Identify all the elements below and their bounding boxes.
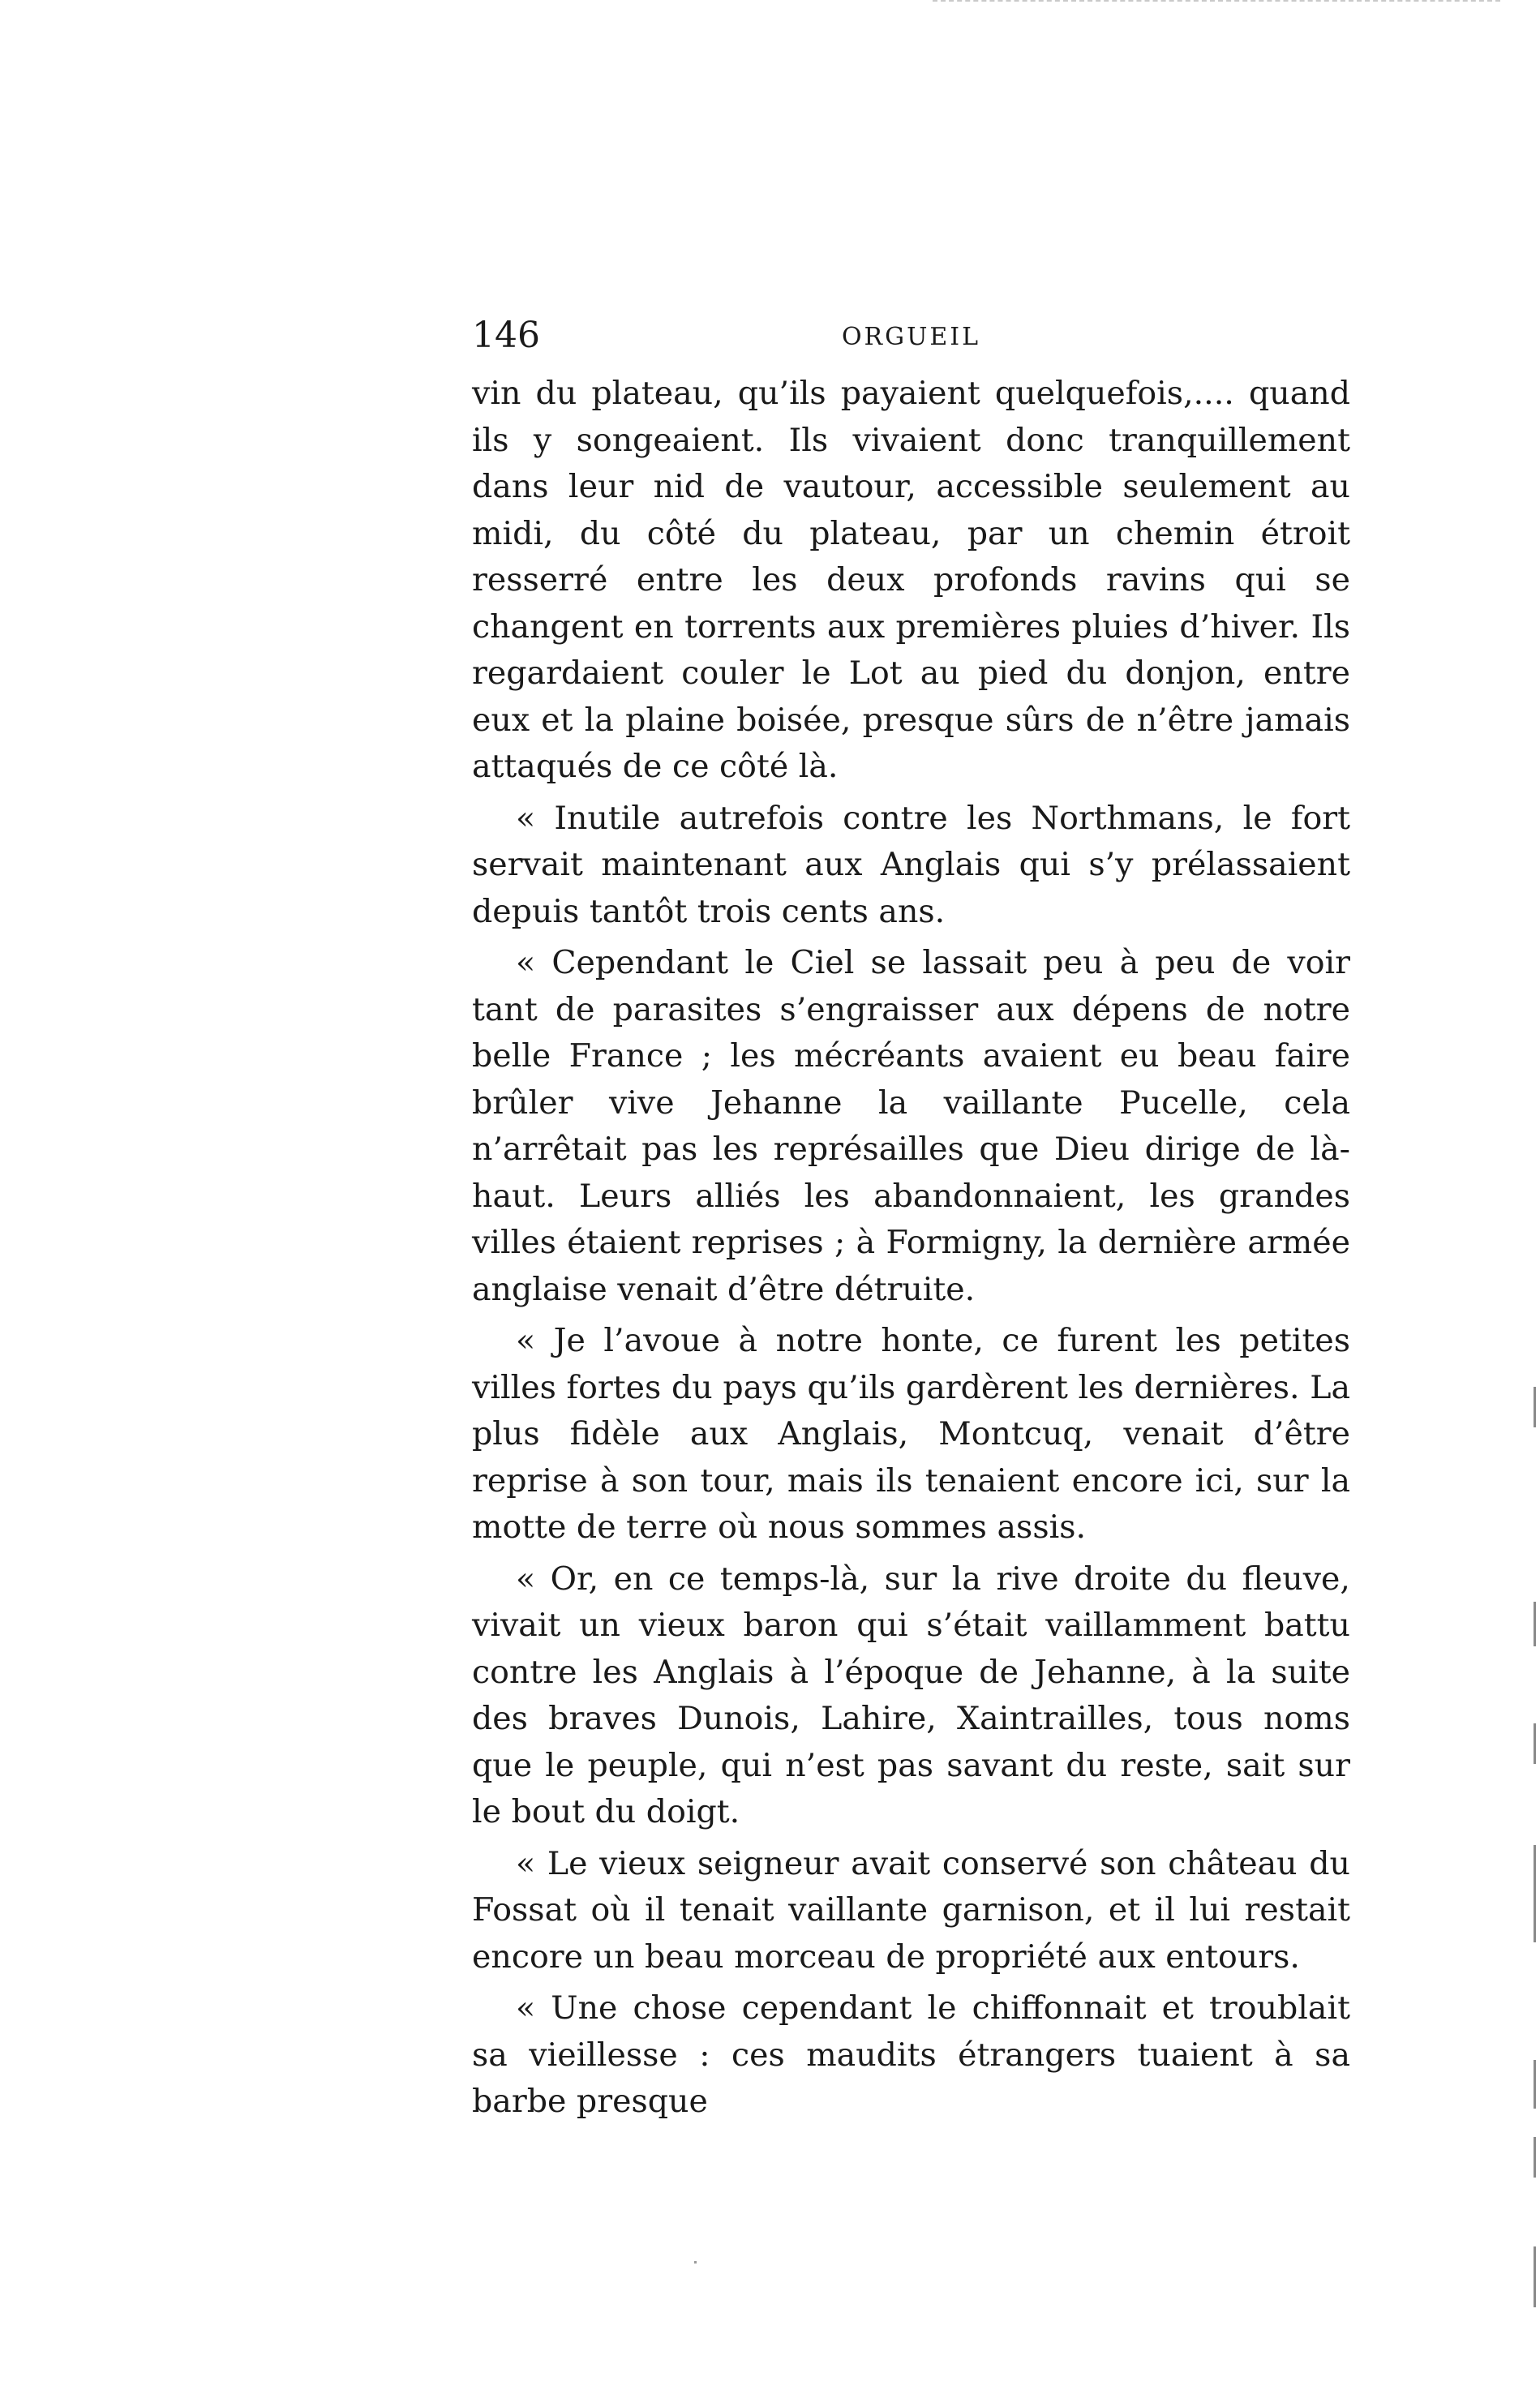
margin-scan-mark [1534, 1723, 1536, 1764]
margin-scan-mark [1534, 2246, 1536, 2307]
paragraph: « Je l’avoue à notre honte, ce furent les petites villes fortes du pays qu’ils gardèrent les dernières. La plus fidèle aux Anglais, Montcuq, venait d’être reprise à son tour, mais ils tenaient encore ici, sur la motte de terre où nous sommes assis. [472, 1322, 1350, 1546]
margin-scan-mark [1534, 1845, 1536, 1942]
running-title: ORGUEIL [841, 323, 981, 351]
running-head [472, 311, 1350, 360]
paragraph: « Le vieux seigneur avait conservé son château du Fossat où il tenait vaillante garnison, et il lui restait encore un beau morceau de propriété aux entours. [472, 1844, 1350, 1976]
margin-scan-mark [1534, 2137, 1536, 2178]
paragraph: « Or, en ce temps-là, sur la rive droite du fleuve, vivait un vieux baron qui s’était vaillamment battu contre les Anglais à l’époque de Jehanne, à la suite des braves Dunois, Lahire, Xaintrailles, tous noms que le peuple, qui n’est pas savant du reste, sait sur le bout du doigt. [472, 1560, 1350, 1830]
body-text [472, 371, 1350, 2131]
page-top-edge [933, 0, 1500, 6]
margin-scan-mark [1534, 1602, 1536, 1646]
scan-speck [694, 2261, 697, 2264]
paragraph: « Cependant le Ciel se lassait peu à peu de voir tant de parasites s’engraisser aux dépens de notre belle France ; les mécréants avaient eu beau faire brûler vive Jehanne la vaillante Pucelle, cela n’arrêtait pas les représailles que Dieu dirige de là-haut. Leurs alliés les abandonnaient, les grandes villes étaient reprises ; à Formigny, la dernière armée anglaise venait d’être détruite. [472, 944, 1350, 1308]
margin-scan-mark [1534, 1387, 1536, 1427]
paragraph: « Inutile autrefois contre les Northmans, le fort servait maintenant aux Anglais qui s’y prélassaient depuis tantôt trois cents ans. [472, 799, 1350, 930]
paragraph: vin du plateau, qu’ils payaient quelquefois,.... quand ils y songeaient. Ils vivaient donc tranquillement dans leur nid de vautour, accessible seulement au midi, du côté du plateau, par un chemin étroit resserré entre les deux profonds ravins qui se changent en torrents aux premières pluies d’hiver. Ils regardaient couler le Lot au pied du donjon, entre eux et la plaine boisée, presque sûrs de n’être jamais attaqués de ce côté là. [472, 375, 1350, 785]
page-number: 146 [472, 315, 540, 356]
margin-scan-mark [1534, 2060, 1536, 2109]
paragraph: « Une chose cependant le chiffonnait et troublait sa vieillesse : ces maudits étrangers tuaient à sa barbe presque [472, 1989, 1350, 2120]
